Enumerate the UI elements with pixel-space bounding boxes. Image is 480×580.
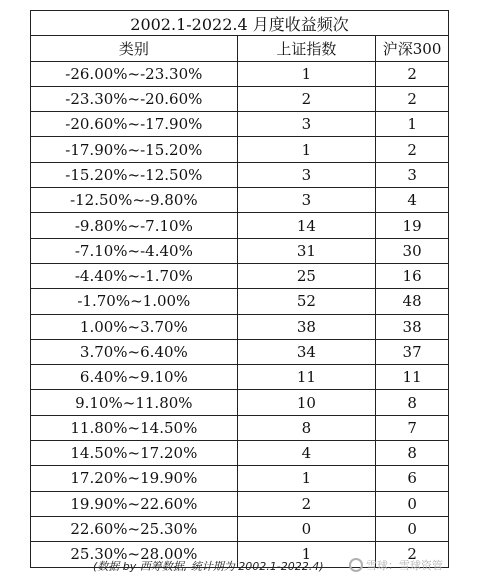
cell-csi300: 3 [376,162,449,187]
cell-shanghai-index: 2 [237,86,375,111]
cell-range: 22.60%~25.30% [31,516,238,541]
cell-range: 6.40%~9.10% [31,365,238,390]
cell-csi300: 38 [376,314,449,339]
table-row [31,466,449,491]
cell-range: -12.50%~-9.80% [31,188,238,213]
cell-csi300: 0 [376,516,449,541]
cell-csi300: 4 [376,188,449,213]
cell-csi300: 2 [376,137,449,162]
cell-csi300: 0 [376,491,449,516]
watermark [349,556,443,574]
cell-shanghai-index: 2 [237,491,375,516]
table-row [31,86,449,111]
table-row [31,365,449,390]
cell-shanghai-index: 11 [237,365,375,390]
cell-range: 19.90%~22.60% [31,491,238,516]
cell-csi300: 37 [376,339,449,364]
cell-shanghai-index: 1 [237,137,375,162]
table-row [31,441,449,466]
source-caption: (数据 by 西筹数据, 统计期为 2002.1-2022.4) [93,560,324,573]
cell-range: 11.80%~14.50% [31,415,238,440]
cell-csi300: 7 [376,415,449,440]
cell-range: -20.60%~-17.90% [31,112,238,137]
cell-range: 3.70%~6.40% [31,339,238,364]
cell-shanghai-index: 3 [237,162,375,187]
cell-csi300: 30 [376,238,449,263]
cell-range: 9.10%~11.80% [31,390,238,415]
cell-shanghai-index: 1 [237,466,375,491]
cell-range: 1.00%~3.70% [31,314,238,339]
cell-range: -17.90%~-15.20% [31,137,238,162]
cell-csi300: 19 [376,213,449,238]
cell-range: 25.30%~28.00% [31,542,238,567]
table-title: 2002.1-2022.4 月度收益频次 [31,11,449,36]
table-row [31,213,449,238]
table-row [31,263,449,288]
cell-csi300: 16 [376,263,449,288]
snowball-logo-icon [349,558,363,572]
cell-shanghai-index: 10 [237,390,375,415]
cell-shanghai-index: 0 [237,516,375,541]
cell-range: -1.70%~1.00% [31,289,238,314]
table-row [31,137,449,162]
cell-csi300: 8 [376,390,449,415]
table-row [31,314,449,339]
cell-shanghai-index: 4 [237,441,375,466]
cell-shanghai-index: 3 [237,188,375,213]
table-row [31,339,449,364]
cell-range: 14.50%~17.20% [31,441,238,466]
table-row [31,491,449,516]
cell-shanghai-index: 3 [237,112,375,137]
table-row [31,112,449,137]
cell-csi300: 2 [376,86,449,111]
table-row [31,162,449,187]
cell-shanghai-index: 38 [237,314,375,339]
monthly-return-frequency-table [30,10,449,568]
cell-csi300: 48 [376,289,449,314]
cell-shanghai-index: 31 [237,238,375,263]
cell-csi300: 11 [376,365,449,390]
table-row [31,61,449,86]
header-shanghai-index: 上证指数 [237,36,375,61]
cell-csi300: 6 [376,466,449,491]
cell-shanghai-index: 25 [237,263,375,288]
table-row [31,516,449,541]
table-row [31,238,449,263]
table-row [31,188,449,213]
cell-range: -9.80%~-7.10% [31,213,238,238]
table-row [31,390,449,415]
header-csi300: 沪深300 [376,36,449,61]
cell-shanghai-index: 52 [237,289,375,314]
cell-range: -26.00%~-23.30% [31,61,238,86]
watermark-text: 雪球：雪球资管 [366,559,443,572]
cell-range: 17.20%~19.90% [31,466,238,491]
cell-shanghai-index: 8 [237,415,375,440]
cell-range: -4.40%~-1.70% [31,263,238,288]
cell-shanghai-index: 1 [237,542,375,567]
header-category: 类别 [31,36,238,61]
cell-csi300: 1 [376,112,449,137]
table-row [31,415,449,440]
cell-shanghai-index: 14 [237,213,375,238]
table-body [31,61,449,567]
cell-shanghai-index: 34 [237,339,375,364]
cell-range: -15.20%~-12.50% [31,162,238,187]
table-row [31,289,449,314]
cell-range: -7.10%~-4.40% [31,238,238,263]
cell-csi300: 2 [376,542,449,567]
cell-csi300: 2 [376,61,449,86]
cell-range: -23.30%~-20.60% [31,86,238,111]
cell-shanghai-index: 1 [237,61,375,86]
cell-csi300: 8 [376,441,449,466]
